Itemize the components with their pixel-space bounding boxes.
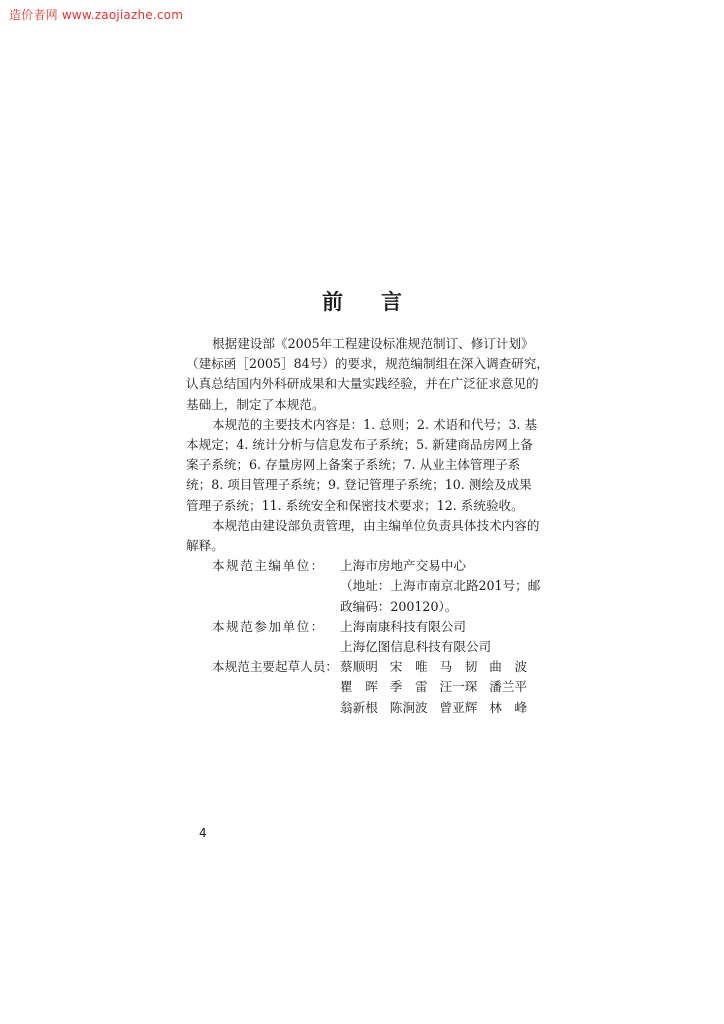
participating-unit-list <box>340 617 543 657</box>
participating-unit-row <box>186 617 543 657</box>
drafter-name: 宋 唯 <box>389 659 428 675</box>
chief-unit-row <box>186 556 543 617</box>
text-line: 本规定；4. 统计分析与信息发布子系统；5. 新建商品房网上备 <box>186 437 533 453</box>
drafters-row <box>186 657 543 718</box>
chief-unit-value <box>340 556 543 617</box>
drafters-list <box>340 657 543 718</box>
participating-unit-name: 上海南康科技有限公司 <box>340 618 466 634</box>
paragraph-management <box>186 516 543 556</box>
drafter-name: 曾亚辉 <box>439 699 478 715</box>
paragraph-contents <box>186 415 543 516</box>
drafter-name: 季 雷 <box>389 679 428 695</box>
chief-unit-address: （地址：上海市南京北路201号；邮 <box>340 578 541 594</box>
drafter-name: 曲 波 <box>489 659 528 675</box>
participating-unit-name: 上海亿图信息科技有限公司 <box>340 639 492 655</box>
drafters-label: 本规范主要起草人员： <box>212 659 338 675</box>
text-line: 本规范由建设部负责管理，由主编单位负责具体技术内容的 <box>212 517 540 533</box>
text-line: 基础上，制定了本规范。 <box>186 396 325 412</box>
chief-unit-name: 上海市房地产交易中心 <box>340 558 466 574</box>
drafter-names <box>340 657 543 718</box>
drafter-name: 瞿 晖 <box>340 679 378 695</box>
text-line: 根据建设部《2005年工程建设标准规范制订、修订计划》 <box>212 336 534 351</box>
text-line: 管理子系统；11. 系统安全和保密技术要求；12. 系统验收。 <box>186 497 524 513</box>
text-line: 解释。 <box>186 538 224 554</box>
text-line: （建标函［2005］84号）的要求，规范编制组在深入调查研究， <box>186 356 549 372</box>
page-title: 前言 <box>322 290 440 314</box>
drafter-name: 马 韧 <box>439 659 478 675</box>
drafter-name: 陈涧波 <box>389 699 428 715</box>
page-number: 4 <box>199 826 207 840</box>
drafter-name: 蔡顺明 <box>340 659 378 675</box>
text-line: 本规范的主要技术内容是：1. 总则；2. 术语和代号；3. 基 <box>212 416 538 432</box>
drafter-name: 林 峰 <box>489 699 528 715</box>
text-line: 统；8. 项目管理子系统；9. 登记管理子系统；10. 测绘及成果 <box>186 477 532 493</box>
text-line: 案子系统；6. 存量房网上备案子系统；7. 从业主体管理子系 <box>186 457 521 473</box>
paragraph-basis <box>186 334 549 415</box>
chief-unit-address: 政编码：200120）。 <box>340 598 458 614</box>
watermark-text: 造价者网 www.zaojiazhe.com <box>9 8 184 22</box>
chief-unit-label: 本规范主编单位： <box>212 558 325 574</box>
drafter-name: 翁新根 <box>340 699 378 715</box>
preface-body <box>186 334 549 718</box>
drafter-name: 汪一琛 <box>439 679 478 695</box>
drafter-name: 潘兰平 <box>489 679 528 695</box>
text-line: 认真总结国内外科研成果和大量实践经验，并在广泛征求意见的 <box>186 376 539 392</box>
participating-unit-label: 本规范参加单位： <box>212 618 325 634</box>
